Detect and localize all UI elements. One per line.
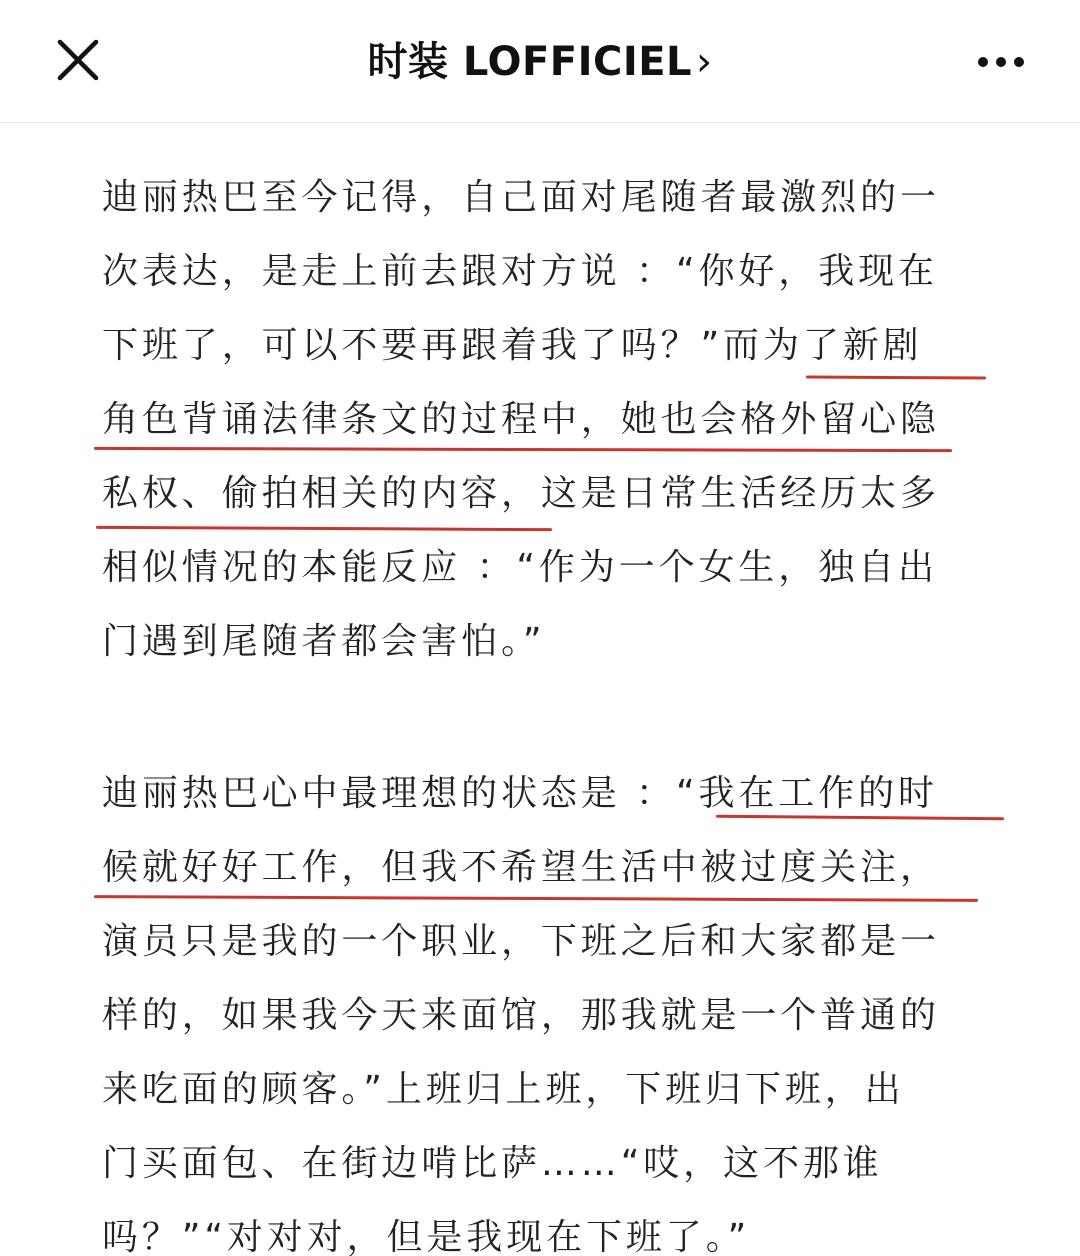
text-line: 候就好好工作，但我不希望生活中被过度关注， bbox=[102, 847, 940, 888]
article-body bbox=[0, 122, 1080, 1256]
text-line: 来吃面的顾客。”上班归上班，下班归下班，出 bbox=[102, 1069, 905, 1110]
text-line: 次表达，是走上前去跟对方说 ：“你好，我现在 bbox=[102, 251, 938, 292]
account-name: 时装 LOFFICIEL bbox=[367, 39, 693, 85]
top-navigation-bar bbox=[0, 0, 1080, 123]
text-line: 门买面包、在街边啃比萨……“哎，这不那谁 bbox=[102, 1143, 883, 1184]
text-line: 相似情况的本能反应 ：“作为一个女生，独自出 bbox=[102, 547, 938, 588]
text-line: 下班了，可以不要再跟着我了吗？”而为了新剧 bbox=[102, 325, 923, 366]
text-line: 私权、偷拍相关的内容，这是日常生活经历太多 bbox=[102, 473, 940, 514]
more-horizontal-icon bbox=[966, 40, 1036, 84]
text-line: 迪丽热巴心中最理想的状态是 ：“我在工作的时 bbox=[102, 773, 938, 814]
more-options-button[interactable] bbox=[966, 40, 1036, 84]
text-line: 样的，如果我今天来面馆，那我就是一个普通的 bbox=[102, 995, 940, 1036]
text-line: 迪丽热巴至今记得，自己面对尾随者最激烈的一 bbox=[102, 177, 940, 218]
red-underline-mark bbox=[806, 376, 986, 380]
text-line: 演员只是我的一个职业，下班之后和大家都是一 bbox=[102, 921, 940, 962]
text-line: 吗？”“对对对，但是我现在下班了。” bbox=[102, 1217, 751, 1256]
text-line: 门遇到尾随者都会害怕。” bbox=[102, 621, 546, 662]
chevron-right-icon: › bbox=[696, 39, 713, 85]
red-underline-mark bbox=[96, 526, 552, 531]
text-line: 角色背诵法律条文的过程中，她也会格外留心隐 bbox=[102, 399, 940, 440]
account-title-link[interactable] bbox=[0, 34, 1080, 90]
